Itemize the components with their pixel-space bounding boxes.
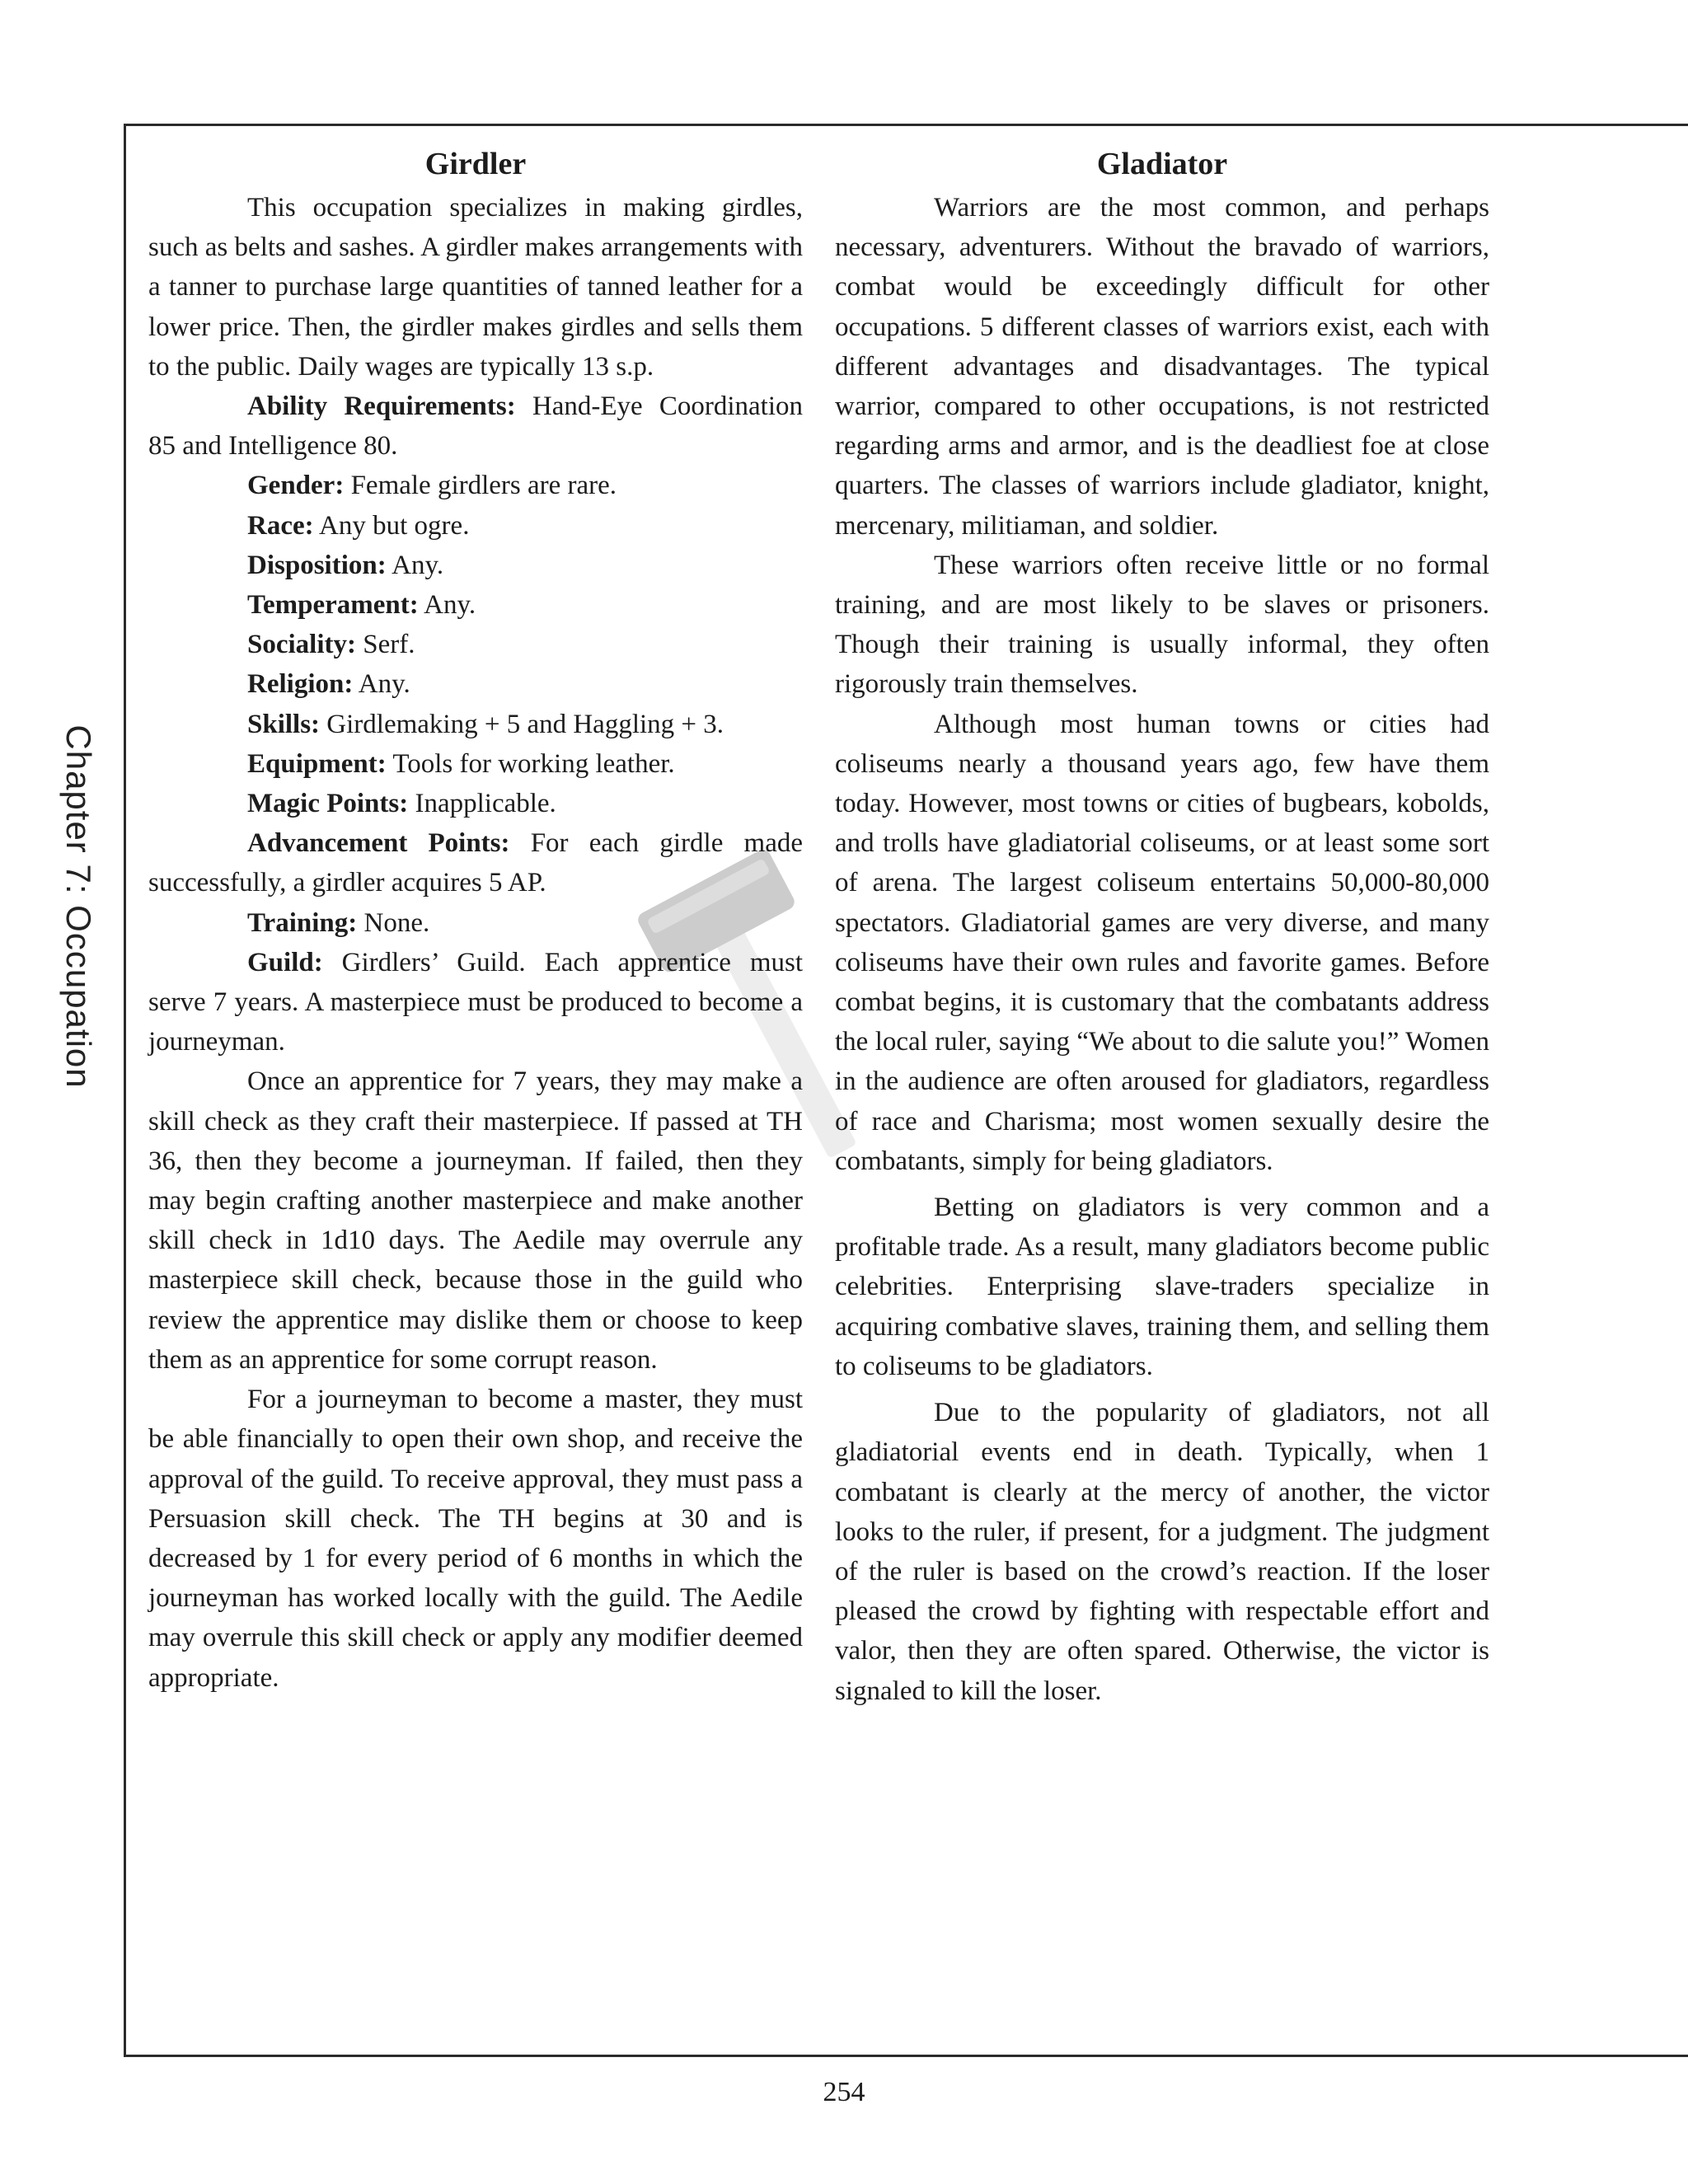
- gladiator-paragraph: Warriors are the most common, and perhaps necessary, adventurers. Without the bravado of warriors, combat would be exceedingly difficult for other occupations. 5 different classes of warriors exist, each with different advantages and disadvantages. The typical warrior, compared to other occupations, is not restricted regarding arms and armor, and is the deadliest foe at close quarters. The classes of warriors include gladiator, knight, mercenary, militiaman, and soldier.: [835, 193, 1489, 541]
- field-magic-points: Magic Points: Inapplicable.: [247, 789, 556, 819]
- girdler-intro: This occupation specializes in making girdles, such as belts and sashes. A girdler makes arrangements with a tanner to purchase large quantities of tanned leather for a lower price. Then, the girdler makes girdles and sells them to the public. Daily wages are typically 13 s.p.: [148, 193, 803, 382]
- field-temperament: Temperament: Any.: [247, 590, 476, 621]
- field-disposition: Disposition: Any.: [247, 550, 444, 580]
- field-race: Race: Any but ogre.: [247, 510, 470, 541]
- gladiator-column: [835, 145, 1489, 1711]
- field-sociality: Sociality: Serf.: [247, 630, 415, 660]
- field-advancement-points: Advancement Points: For each girdle made successfully, a girdler acquires 5 AP.: [148, 828, 804, 898]
- girdler-heading: Girdler: [424, 147, 527, 181]
- gladiator-paragraph: Due to the popularity of gladiators, not all gladiatorial events end in death. Typically, when 1 combatant is clearly at the mercy of another, the victor looks to the ruler, if present, for a judgment. The judgment of the ruler is based on the crowd’s reaction. If the loser pleased the crowd by fighting with respectable effort and valor, then they are often spared. Otherwise, the victor is signaled to kill the loser.: [835, 1398, 1489, 1706]
- field-training: Training: None.: [247, 907, 430, 938]
- field-equipment: Equipment: Tools for working leather.: [247, 748, 675, 779]
- chapter-side-label: Chapter 7: Occupation: [59, 724, 98, 1089]
- field-skills: Skills: Girdlemaking + 5 and Haggling + 3.: [247, 709, 724, 739]
- field-religion: Religion: Any.: [247, 669, 410, 700]
- gladiator-paragraph: These warriors often receive little or no formal training, and are most likely to be slaves or prisoners. Though their training is usually informal, they often rigorously train themselves.: [835, 550, 1489, 700]
- field-guild: Guild: Girdlers’ Guild. Each apprentice must serve 7 years. A masterpiece must be produced to become a journeyman.: [148, 947, 803, 1057]
- field-gender: Gender: Female girdlers are rare.: [247, 471, 617, 501]
- gladiator-paragraph: Betting on gladiators is very common and a profitable trade. As a result, many gladiators become public celebrities. Enterprising slave-traders specialize in acquiring combative slaves, training them, and selling them to coliseums to be gladiators.: [835, 1193, 1489, 1381]
- girdler-paragraph: Once an apprentice for 7 years, they may make a skill check as they craft their masterpiece. If passed at TH 36, then they become a journeyman. If failed, then they may begin crafting another masterpiece and make another skill check in 1d10 days. The Aedile may overrule any masterpiece skill check, because those in the guild who review the apprentice may dislike them or choose to keep them as an apprentice for some corrupt reason.: [148, 1066, 803, 1375]
- girdler-column: [148, 145, 803, 1698]
- gladiator-paragraph: Although most human towns or cities had coliseums nearly a thousand years ago, few have them today. However, most towns or cities of bugbears, kobolds, and trolls have gladiatorial coliseums, or at least some sort of arena. The largest coliseum entertains 50,000-80,000 spectators. Gladiatorial games are very diverse, and many coliseums have their own rules and favorite games. Before combat begins, it is customary that the combatants address the local ruler, saying “We about to die salute you!” Women in the audience are often aroused for gladiators, regardless of race and Charisma; most women sexually desire the combatants, simply for being gladiators.: [835, 709, 1489, 1176]
- girdler-paragraph: For a journeyman to become a master, they must be able financially to open their own shop, and receive the approval of the guild. To receive approval, they must pass a Persuasion skill check. The TH begins at 30 and is decreased by 1 for every period of 6 months in which the journeyman has worked locally with the guild. The Aedile may overrule this skill check or apply any modifier deemed appropriate.: [148, 1385, 803, 1693]
- field-ability-requirements: Ability Requirements: Hand-Eye Coordination 85 and Intelligence 80.: [148, 391, 803, 462]
- page-number: 254: [823, 2077, 865, 2107]
- gladiator-heading: Gladiator: [1096, 147, 1228, 181]
